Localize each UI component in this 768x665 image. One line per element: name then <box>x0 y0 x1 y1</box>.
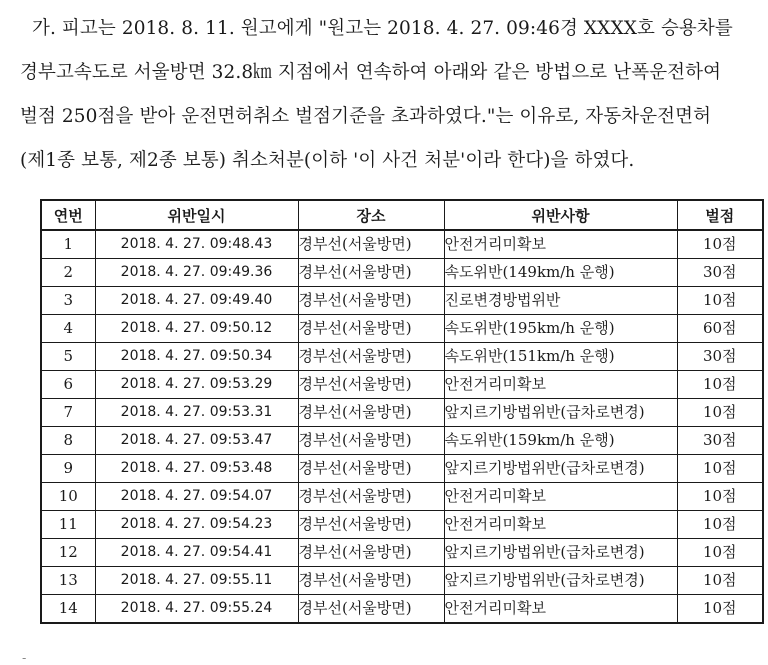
cell-points <box>677 427 763 455</box>
cell-datetime <box>95 315 298 343</box>
cell-place-text: 경부선(서울방면) <box>298 235 412 253</box>
cell-no <box>41 343 95 371</box>
cell-datetime-text: 2018. 4. 27. 09:54.41 <box>120 544 273 560</box>
cell-place <box>298 595 444 624</box>
table-row <box>41 287 763 315</box>
cell-points-text: 10점 <box>702 515 737 533</box>
cell-points <box>677 511 763 539</box>
cell-datetime <box>95 427 298 455</box>
cell-datetime-text: 2018. 4. 27. 09:50.34 <box>120 348 273 364</box>
cell-place <box>298 315 444 343</box>
cell-violation <box>444 595 677 624</box>
cell-violation <box>444 539 677 567</box>
cell-points <box>677 315 763 343</box>
cell-datetime <box>95 567 298 595</box>
cell-no-text: 1 <box>63 235 74 253</box>
cell-points-text: 10점 <box>702 235 737 253</box>
cell-datetime <box>95 287 298 315</box>
header-violation: 위반사항 <box>444 200 677 230</box>
cell-violation-text: 앞지르기방법위반(급차로변경) <box>444 459 645 477</box>
table-row <box>41 567 763 595</box>
cell-place-text: 경부선(서울방면) <box>298 375 412 393</box>
header-datetime: 위반일시 <box>95 200 298 230</box>
cell-datetime-text: 2018. 4. 27. 09:49.36 <box>120 264 273 280</box>
paragraph-line-2: 경부고속도로 서울방면 32.8㎞ 지점에서 연속하여 아래와 같은 방법으로 난폭운전하여 <box>20 62 722 83</box>
cell-no <box>41 539 95 567</box>
cell-datetime-text: 2018. 4. 27. 09:54.23 <box>120 516 273 532</box>
cell-violation-text: 속도위반(151km/h 운행) <box>444 347 615 365</box>
cell-violation <box>444 343 677 371</box>
cell-violation-text: 안전거리미확보 <box>444 235 546 253</box>
cell-violation-text: 속도위반(159km/h 운행) <box>444 431 615 449</box>
table-row <box>41 455 763 483</box>
cell-place-text: 경부선(서울방면) <box>298 515 412 533</box>
cell-violation-text: 진로변경방법위반 <box>444 291 561 309</box>
cell-place-text: 경부선(서울방면) <box>298 487 412 505</box>
cell-violation <box>444 483 677 511</box>
cell-no-text: 2 <box>63 263 74 281</box>
cell-points <box>677 483 763 511</box>
violation-table-wrapper <box>40 199 764 624</box>
cell-no <box>41 315 95 343</box>
cell-datetime-text: 2018. 4. 27. 09:55.24 <box>120 600 273 616</box>
table-header-row <box>41 200 763 230</box>
paragraph-line-4: (제1종 보통, 제2종 보통) 취소처분(이하 '이 사건 처분'이라 한다)을 하였다. <box>20 150 635 171</box>
cell-violation-text: 앞지르기방법위반(급차로변경) <box>444 543 645 561</box>
table-row <box>41 230 763 259</box>
table-row <box>41 427 763 455</box>
cell-points <box>677 539 763 567</box>
cell-points-text: 10점 <box>702 543 737 561</box>
cell-datetime <box>95 343 298 371</box>
cell-no <box>41 399 95 427</box>
cell-points <box>677 287 763 315</box>
header-no: 연번 <box>41 200 95 230</box>
cell-points-text: 10점 <box>702 459 737 477</box>
cell-no <box>41 287 95 315</box>
cell-place <box>298 427 444 455</box>
cell-place <box>298 567 444 595</box>
cell-points <box>677 371 763 399</box>
cell-place <box>298 343 444 371</box>
table-body <box>41 230 763 623</box>
table-row <box>41 343 763 371</box>
cell-place <box>298 230 444 259</box>
cell-violation-text: 안전거리미확보 <box>444 599 546 617</box>
cell-violation-text: 앞지르기방법위반(급차로변경) <box>444 571 645 589</box>
cell-datetime-text: 2018. 4. 27. 09:53.31 <box>120 404 273 420</box>
cell-place-text: 경부선(서울방면) <box>298 347 412 365</box>
cell-points-text: 10점 <box>702 375 737 393</box>
cell-points <box>677 259 763 287</box>
violation-table <box>40 199 764 624</box>
cell-no-text: 10 <box>58 487 78 505</box>
cell-datetime <box>95 511 298 539</box>
cell-no-text: 8 <box>63 431 74 449</box>
cell-no <box>41 371 95 399</box>
cell-place <box>298 399 444 427</box>
cell-no-text: 11 <box>58 515 78 533</box>
cell-points <box>677 455 763 483</box>
cell-no <box>41 595 95 624</box>
table-row <box>41 399 763 427</box>
cell-points-text: 10점 <box>702 599 737 617</box>
cell-datetime <box>95 539 298 567</box>
cell-place-text: 경부선(서울방면) <box>298 263 412 281</box>
cell-datetime <box>95 371 298 399</box>
cell-no-text: 9 <box>63 459 74 477</box>
cell-datetime-text: 2018. 4. 27. 09:50.12 <box>120 320 273 336</box>
cell-violation <box>444 511 677 539</box>
cell-violation-text: 속도위반(195km/h 운행) <box>444 319 615 337</box>
cell-violation-text: 안전거리미확보 <box>444 515 546 533</box>
cell-place <box>298 259 444 287</box>
cell-place <box>298 455 444 483</box>
header-place: 장소 <box>298 200 444 230</box>
cell-place-text: 경부선(서울방면) <box>298 599 412 617</box>
cell-place-text: 경부선(서울방면) <box>298 459 412 477</box>
cell-datetime <box>95 595 298 624</box>
cell-datetime <box>95 259 298 287</box>
cell-datetime <box>95 483 298 511</box>
cell-points <box>677 595 763 624</box>
cell-datetime-text: 2018. 4. 27. 09:54.07 <box>120 488 273 504</box>
cell-points-text: 30점 <box>702 431 737 449</box>
cell-datetime-text: 2018. 4. 27. 09:53.29 <box>120 376 273 392</box>
cell-violation-text: 속도위반(149km/h 운행) <box>444 263 615 281</box>
cell-datetime-text: 2018. 4. 27. 09:53.47 <box>120 432 273 448</box>
paragraph-line-1: 가. 피고는 2018. 8. 11. 원고에게 "원고는 2018. 4. 27. 09:46경 XXXX호 승용차를 <box>32 18 733 39</box>
cell-violation <box>444 371 677 399</box>
table-row <box>41 371 763 399</box>
cell-no <box>41 483 95 511</box>
cell-datetime-text: 2018. 4. 27. 09:49.40 <box>120 292 273 308</box>
cell-place-text: 경부선(서울방면) <box>298 431 412 449</box>
cell-place-text: 경부선(서울방면) <box>298 319 412 337</box>
cell-violation-text: 안전거리미확보 <box>444 487 546 505</box>
cell-violation <box>444 315 677 343</box>
cell-place <box>298 539 444 567</box>
table-row <box>41 315 763 343</box>
cell-violation <box>444 287 677 315</box>
cell-place-text: 경부선(서울방면) <box>298 543 412 561</box>
cell-no-text: 3 <box>63 291 74 309</box>
cell-place <box>298 511 444 539</box>
cell-points <box>677 567 763 595</box>
cell-no <box>41 567 95 595</box>
cell-points-text: 10점 <box>702 291 737 309</box>
cell-no <box>41 511 95 539</box>
cell-points-text: 10점 <box>702 487 737 505</box>
cell-points-text: 10점 <box>702 571 737 589</box>
cell-violation <box>444 455 677 483</box>
cell-points-text: 60점 <box>702 319 737 337</box>
table-row <box>41 511 763 539</box>
cell-points-text: 30점 <box>702 347 737 365</box>
cell-datetime <box>95 455 298 483</box>
cell-points <box>677 343 763 371</box>
cell-no-text: 7 <box>63 403 74 421</box>
cell-no-text: 14 <box>58 599 78 617</box>
cell-place <box>298 287 444 315</box>
cell-violation-text: 앞지르기방법위반(급차로변경) <box>444 403 645 421</box>
cell-points-text: 10점 <box>702 403 737 421</box>
paragraph-line-3: 벌점 250점을 받아 운전면허취소 벌점기준을 초과하였다."는 이유로, 자동차운전면허 <box>20 106 712 127</box>
cell-place-text: 경부선(서울방면) <box>298 403 412 421</box>
footer-mark: - <box>22 651 27 665</box>
cell-datetime-text: 2018. 4. 27. 09:53.48 <box>120 460 273 476</box>
cell-violation <box>444 427 677 455</box>
cell-violation <box>444 230 677 259</box>
cell-no <box>41 230 95 259</box>
cell-no-text: 5 <box>63 347 74 365</box>
cell-violation <box>444 399 677 427</box>
cell-no-text: 13 <box>58 571 78 589</box>
cell-violation-text: 안전거리미확보 <box>444 375 546 393</box>
cell-no <box>41 259 95 287</box>
table-row <box>41 483 763 511</box>
cell-place-text: 경부선(서울방면) <box>298 291 412 309</box>
cell-violation <box>444 259 677 287</box>
table-row <box>41 539 763 567</box>
cell-datetime <box>95 230 298 259</box>
cell-no-text: 4 <box>63 319 74 337</box>
cell-no <box>41 427 95 455</box>
cell-points <box>677 399 763 427</box>
table-row <box>41 595 763 624</box>
cell-points <box>677 230 763 259</box>
cell-datetime <box>95 399 298 427</box>
header-points: 벌점 <box>677 200 763 230</box>
cell-datetime-text: 2018. 4. 27. 09:55.11 <box>120 572 273 588</box>
cell-no <box>41 455 95 483</box>
cell-no-text: 6 <box>63 375 74 393</box>
cell-no-text: 12 <box>58 543 78 561</box>
cell-points-text: 30점 <box>702 263 737 281</box>
cell-violation <box>444 567 677 595</box>
cell-datetime-text: 2018. 4. 27. 09:48.43 <box>120 236 273 252</box>
cell-place-text: 경부선(서울방면) <box>298 571 412 589</box>
cell-place <box>298 483 444 511</box>
table-row <box>41 259 763 287</box>
cell-place <box>298 371 444 399</box>
